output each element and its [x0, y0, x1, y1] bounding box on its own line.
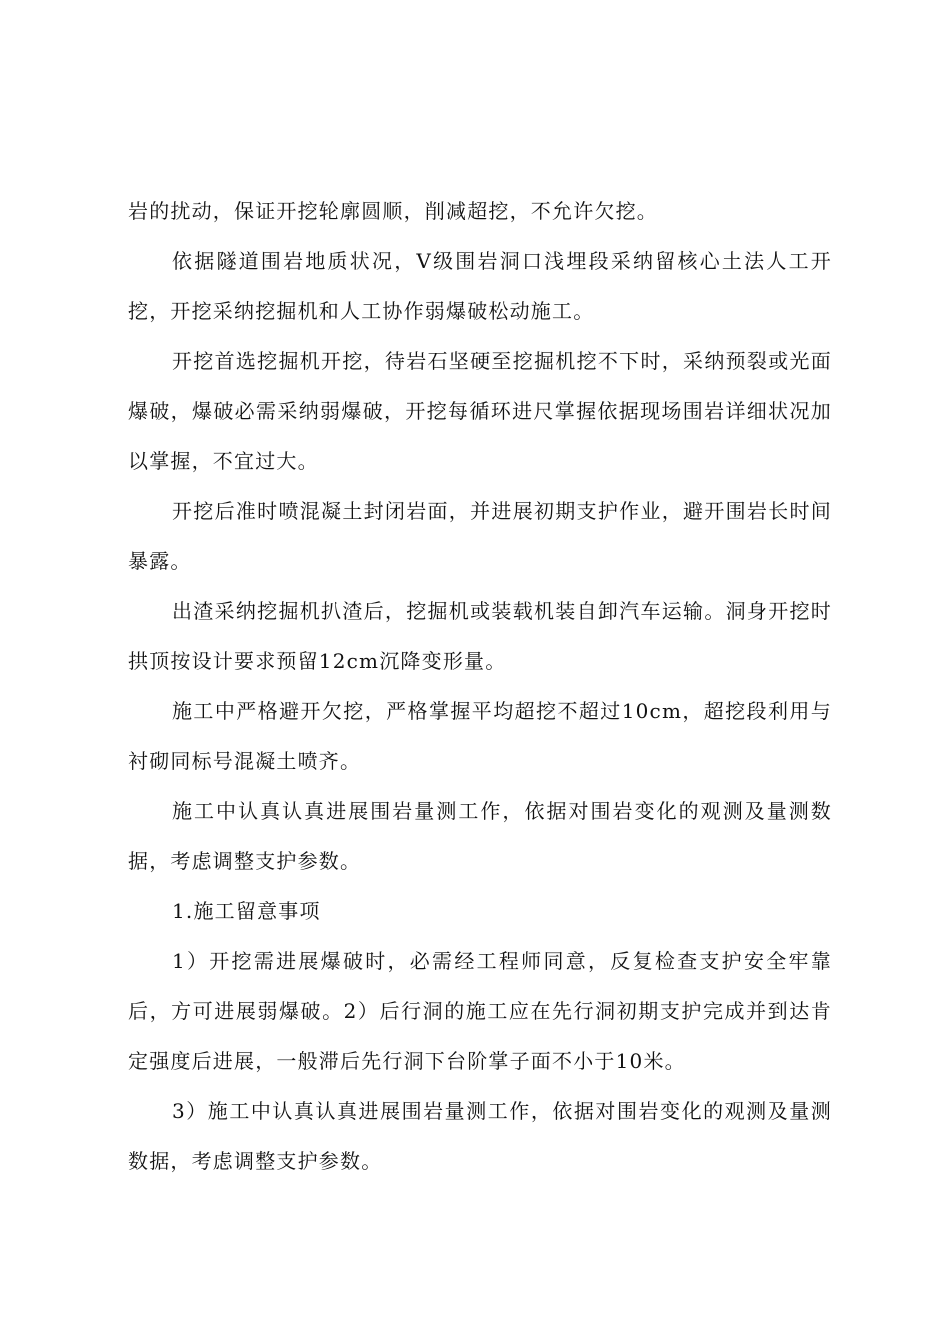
paragraph-excavator-first: 开挖首选挖掘机开挖，待岩石坚硬至挖掘机挖不下时，采纳预裂或光面爆破，爆破必需采纳弱爆破，开挖每循环进尺掌握依据现场围岩详细状况加以掌握，不宜过大。	[128, 349, 832, 473]
paragraph-precaution-3: 3）施工中认真认真进展围岩量测工作，依据对围岩变化的观测及量测数据，考虑调整支护参数。	[128, 1099, 832, 1173]
paragraph-monitoring: 施工中认真认真进展围岩量测工作，依据对围岩变化的观测及量测数据，考虑调整支护参数。	[128, 799, 832, 873]
paragraph-precaution-1-2: 1）开挖需进展爆破时，必需经工程师同意，反复检查支护安全牢靠后，方可进展弱爆破。2）后行洞的施工应在先行洞初期支护完成并到达肯定强度后进展，一般滞后先行洞下台阶掌子面不小于10米。	[128, 949, 832, 1073]
paragraph-mucking: 出渣采纳挖掘机扒渣后，挖掘机或装载机装自卸汽车运输。洞身开挖时拱顶按设计要求预留12cm沉降变形量。	[128, 599, 832, 673]
document-body	[128, 186, 832, 1186]
paragraph-shotcrete: 开挖后准时喷混凝土封闭岩面，并进展初期支护作业，避开围岩长时间暴露。	[128, 499, 832, 573]
paragraph-overbreak: 施工中严格避开欠挖，严格掌握平均超挖不超过10cm，超挖段利用与衬砌同标号混凝土喷齐。	[128, 699, 832, 773]
paragraph-excavation-method: 依据隧道围岩地质状况，Ⅴ级围岩洞口浅埋段采纳留核心土法人工开挖，开挖采纳挖掘机和人工协作弱爆破松动施工。	[128, 249, 832, 323]
section-heading-precautions: 1.施工留意事项	[172, 899, 321, 923]
paragraph-continuation: 岩的扰动，保证开挖轮廓圆顺，削减超挖，不允许欠挖。	[128, 199, 658, 223]
